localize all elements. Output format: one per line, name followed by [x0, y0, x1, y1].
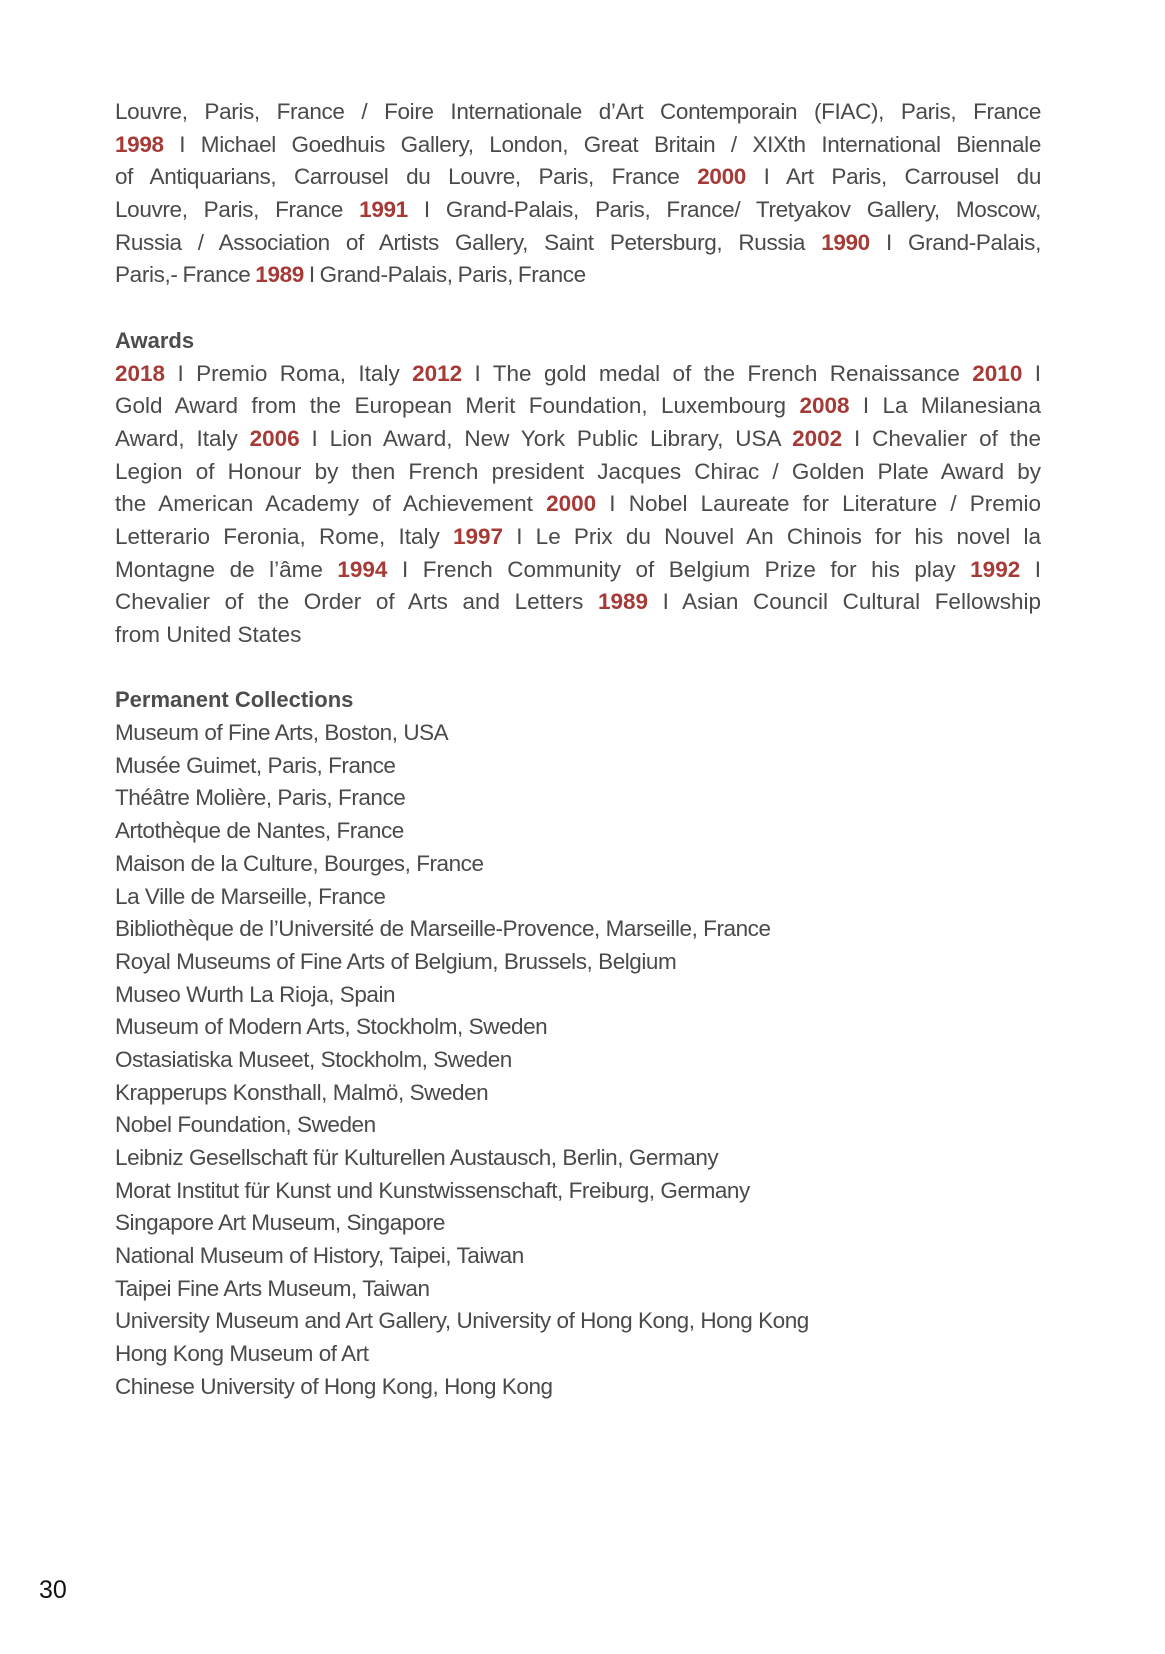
- document-text-column: [115, 96, 1041, 1404]
- text-line: [115, 161, 1041, 194]
- text-segment: Award, Italy: [115, 425, 250, 451]
- text-segment: I Nobel Laureate for Literature / Premio: [596, 491, 1041, 517]
- year-label: 1994: [337, 556, 388, 582]
- collection-item: Hong Kong Museum of Art: [115, 1341, 369, 1367]
- text-segment: I: [1022, 360, 1041, 386]
- text-line: [115, 259, 1041, 292]
- collection-item: Bibliothèque de l’Université de Marseille-Provence, Marseille, France: [115, 916, 771, 942]
- collection-item: University Museum and Art Gallery, University of Hong Kong, Hong Kong: [115, 1308, 809, 1334]
- page-number: 30: [39, 1576, 67, 1604]
- year-label: 1989: [597, 589, 649, 615]
- collection-item: Musée Guimet, Paris, France: [115, 752, 396, 778]
- text-segment: Russia / Association of Artists Gallery, Saint Petersburg, Russia: [115, 229, 822, 255]
- collection-item: Artothèque de Nantes, France: [115, 818, 404, 844]
- text-segment: I Grand-Palais, Paris, France: [303, 262, 586, 288]
- text-line: [115, 358, 1041, 391]
- text-segment: the American Academy of Achievement: [115, 491, 547, 517]
- text-segment: of Antiquarians, Carrousel du Louvre, Paris, France: [115, 164, 698, 190]
- text-segment: I Lion Award, New York Public Library, USA: [299, 425, 793, 451]
- year-label: 2012: [412, 360, 463, 386]
- text-segment: I La Milanesiana: [849, 393, 1041, 419]
- collection-item: Krapperups Konsthall, Malmö, Sweden: [115, 1079, 489, 1105]
- collection-item: National Museum of History, Taipei, Taiwan: [115, 1243, 524, 1269]
- text-segment: I Chevalier of the: [842, 425, 1041, 451]
- text-segment: I Asian Council Cultural Fellowship: [648, 589, 1041, 615]
- text-line: [115, 488, 1041, 521]
- year-label: 2008: [799, 393, 850, 419]
- text-line: [115, 521, 1041, 554]
- year-label: 2006: [249, 425, 300, 451]
- text-segment: I Le Prix du Nouvel An Chinois for his novel la: [503, 523, 1041, 549]
- text-segment: Paris,- France: [115, 262, 256, 288]
- year-label: 2010: [972, 360, 1023, 386]
- text-segment: I: [1020, 556, 1041, 582]
- text-line: [115, 456, 1041, 489]
- text-line: [115, 423, 1041, 456]
- collection-item: Museum of Fine Arts, Boston, USA: [115, 720, 449, 746]
- year-label: 1997: [452, 523, 504, 549]
- text-segment: I Grand-Palais,: [869, 229, 1041, 255]
- text-line: [115, 129, 1041, 162]
- paragraph-spacer: [115, 292, 1041, 325]
- text-segment: from United States: [115, 622, 302, 647]
- text-segment: Legion of Honour by then French president Jacques Chirac / Golden Plate Award by: [115, 458, 1041, 484]
- collection-item: La Ville de Marseille, France: [115, 883, 386, 909]
- text-line: [115, 586, 1041, 619]
- permanent-collections-list: [115, 717, 1041, 1403]
- collection-item: Théâtre Molière, Paris, France: [115, 785, 406, 811]
- text-line: [115, 194, 1041, 227]
- text-segment: I Grand-Palais, Paris, France/ Tretyakov Gallery, Moscow,: [407, 197, 1041, 223]
- text-segment: I Michael Goedhuis Gallery, London, Great Britain / XIXth International Biennale: [163, 131, 1041, 157]
- text-segment: Chevalier of the Order of Arts and Letters: [115, 589, 598, 615]
- text-segment: Letterario Feronia, Rome, Italy: [115, 523, 453, 549]
- collection-item: Taipei Fine Arts Museum, Taiwan: [115, 1275, 430, 1301]
- text-line: [115, 554, 1041, 587]
- text-segment: I French Community of Belgium Prize for his play: [387, 556, 971, 582]
- year-label: 1998: [115, 131, 164, 157]
- year-label: 2002: [792, 425, 843, 451]
- year-label: 1989: [255, 262, 304, 288]
- paragraph-spacer: [115, 652, 1041, 685]
- collection-item: Maison de la Culture, Bourges, France: [115, 850, 484, 876]
- year-label: 1991: [359, 197, 408, 223]
- collection-item: Leibniz Gesellschaft für Kulturellen Austausch, Berlin, Germany: [115, 1145, 719, 1170]
- collection-item: Museum of Modern Arts, Stockholm, Sweden: [115, 1014, 548, 1040]
- text-segment: Louvre, Paris, France: [115, 197, 360, 223]
- year-label: 1990: [821, 229, 870, 255]
- collection-item: Museo Wurth La Rioja, Spain: [115, 981, 396, 1007]
- year-label: 2000: [697, 164, 746, 190]
- text-line: [115, 619, 1041, 652]
- awards-paragraph: [115, 358, 1041, 652]
- year-label: 1992: [970, 556, 1021, 582]
- text-segment: I Art Paris, Carrousel du: [745, 164, 1041, 190]
- collection-item: Chinese University of Hong Kong, Hong Kong: [115, 1373, 553, 1399]
- awards-heading: Awards: [115, 327, 195, 353]
- collection-item: Royal Museums of Fine Arts of Belgium, Brussels, Belgium: [115, 948, 677, 974]
- text-line: [115, 96, 1041, 129]
- permanent-collections-section: [115, 684, 1041, 1403]
- permanent-collections-heading: Permanent Collections: [115, 687, 354, 713]
- text-segment: Louvre, Paris, France / Foire Internationale d’Art Contemporain (FIAC), Paris, France: [115, 99, 1041, 124]
- collection-item: Morat Institut für Kunst und Kunstwissenschaft, Freiburg, Germany: [115, 1177, 750, 1203]
- year-label: 2000: [546, 491, 597, 517]
- text-segment: I Premio Roma, Italy: [165, 360, 413, 386]
- text-line: [115, 390, 1041, 423]
- collection-item: Singapore Art Museum, Singapore: [115, 1210, 445, 1236]
- text-segment: Gold Award from the European Merit Foundation, Luxembourg: [115, 393, 800, 419]
- text-segment: I The gold medal of the French Renaissance: [462, 360, 973, 386]
- collection-item: Nobel Foundation, Sweden: [115, 1112, 376, 1138]
- exhibitions-continued-paragraph: [115, 96, 1041, 292]
- awards-section: [115, 325, 1041, 652]
- year-label: 2018: [115, 360, 166, 386]
- text-segment: Montagne de l’âme: [115, 556, 338, 582]
- text-line: [115, 227, 1041, 260]
- collection-item: Ostasiatiska Museet, Stockholm, Sweden: [115, 1046, 512, 1072]
